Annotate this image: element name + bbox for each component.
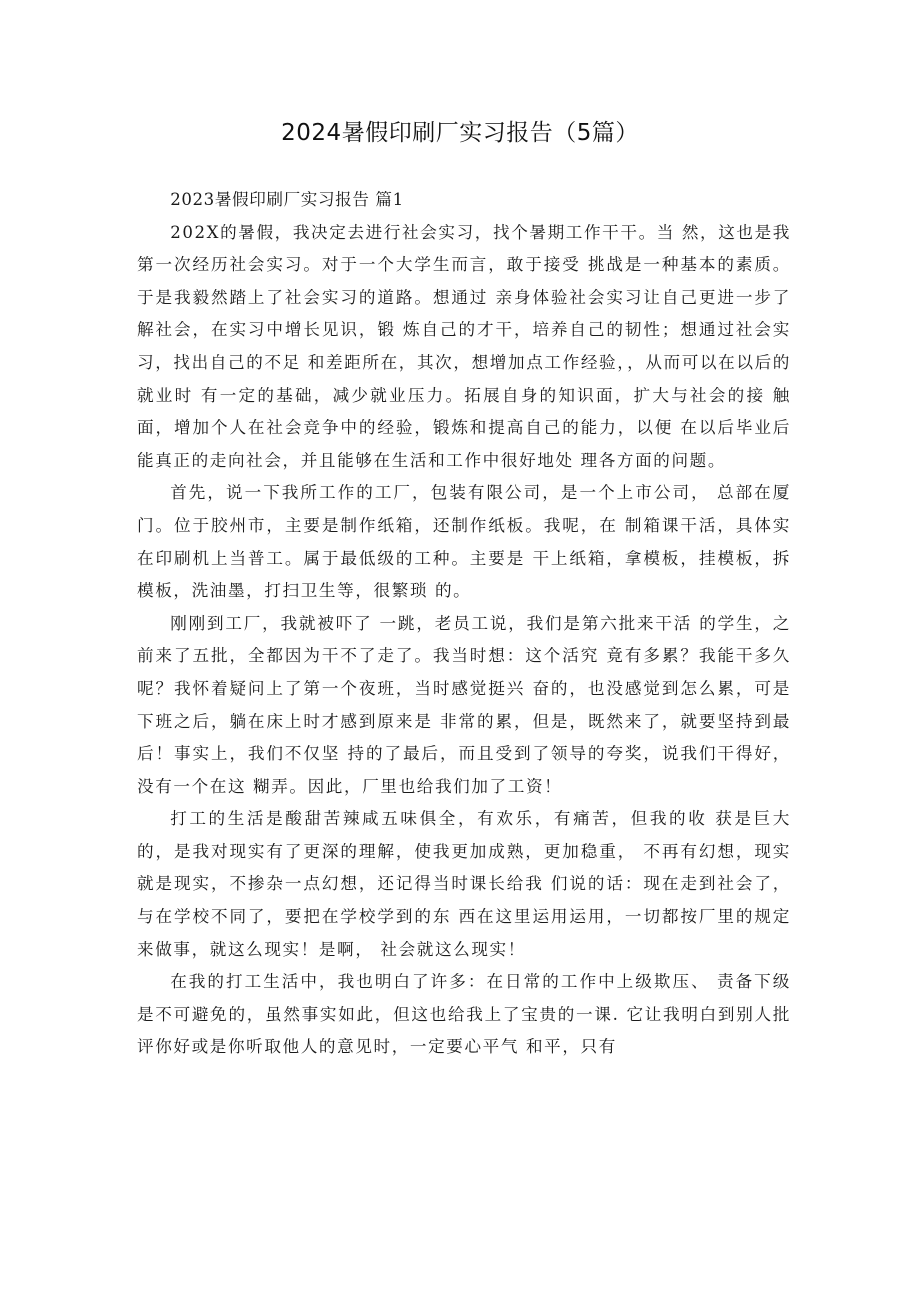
paragraph: 在我的打工生活中，我也明白了许多：在日常的工作中上级欺压、 责备下级是不可避免的，虽然事实如此，但这也给我上了宝贵的一课. 它让我明白到别人批评你好或是你听取他人的意见时，一定要心平气 和平，只有	[137, 972, 791, 1057]
document-body	[137, 184, 791, 1064]
paragraph: 首先，说一下我所工作的工厂，包装有限公司，是一个上市公司， 总部在厦门。位于胶州市，主要是制作纸箱，还制作纸板。我呢，在 制箱课干活，具体实在印刷机上当普工。属于最低级的工种。主要是 干上纸箱，拿模板，挂模板，拆模板，洗油墨，打扫卫生等，很繁琐 的。	[137, 483, 791, 601]
document-title: 2024暑假印刷厂实习报告（5篇）	[281, 120, 639, 146]
paragraph: 打工的生活是酸甜苦辣咸五味俱全，有欢乐，有痛苦，但我的收 获是巨大的，是我对现实有了更深的理解，使我更加成熟，更加稳重， 不再有幻想，现实就是现实，不掺杂一点幻想，还记得当时课长给我 们说的话：现在走到社会了，与在学校不同了，要把在学校学到的东 西在这里运用运用，一切都按厂里的规定来做事，就这么现实！是啊， 社会就这么现实！	[137, 809, 791, 959]
paragraph: 刚刚到工厂，我就被吓了 一跳，老员工说，我们是第六批来干活 的学生，之前来了五批，全都因为干不了走了。我当时想：这个活究 竟有多累？我能干多久呢？我怀着疑问上了第一个夜班，当时感觉挺兴 奋的，也没感觉到怎么累，可是下班之后，躺在床上时才感到原来是 非常的累，但是，既然来了，就要坚持到最后！事实上，我们不仅坚 持的了最后，而且受到了领导的夸奖，说我们干得好，没有一个在这 糊弄。因此，厂里也给我们加了工资！	[137, 613, 791, 796]
paragraph: 202X的暑假，我决定去进行社会实习，找个暑期工作干干。当 然，这也是我第一次经历社会实习。对于一个大学生而言，敢于接受 挑战是一种基本的素质。于是我毅然踏上了社会实习的道路。想通过 亲身体验社会实习让自己更进一步了解社会，在实习中增长见识，锻 炼自己的才干，培养自己的韧性；想通过社会实习，找出自己的不足 和差距所在，其次，想增加点工作经验，，从而可以在以后的就业时 有一定的基础，减少就业压力。拓展自身的知识面，扩大与社会的接 触面，增加个人在社会竞争中的经验，锻炼和提高自己的能力，以便 在以后毕业后能真正的走向社会，并且能够在生活和工作中很好地处 理各方面的问题。	[137, 222, 791, 470]
section-heading: 2023暑假印刷厂实习报告 篇1	[170, 190, 404, 209]
